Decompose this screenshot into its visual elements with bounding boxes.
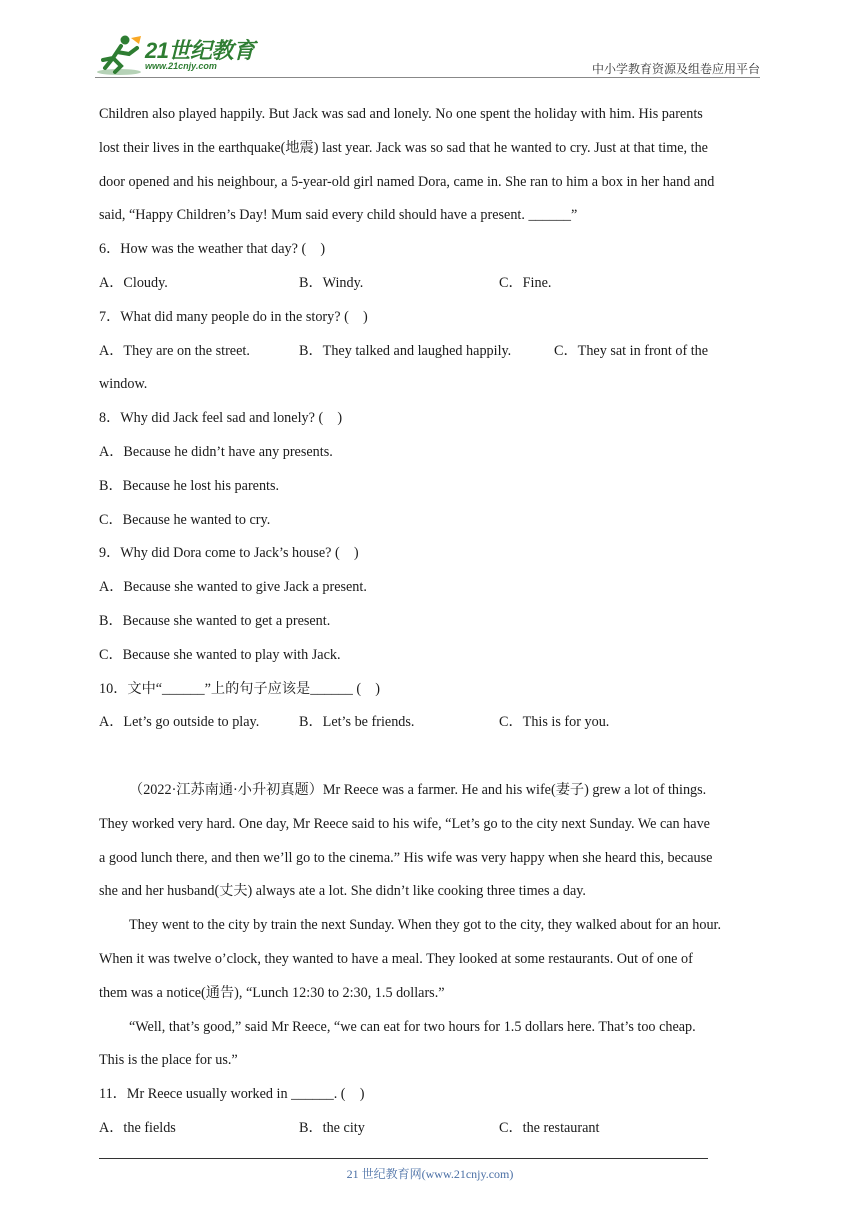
passage-line: This is the place for us.” (99, 1052, 238, 1069)
footer-divider (99, 1158, 708, 1159)
question-7-options (99, 335, 767, 369)
question-7-stem: 7．What did many people do in the story? ( ) (99, 308, 368, 325)
passage-line: “Well, that’s good,” said Mr Reece, “we can eat for two hours for 1.5 dollars here. That’s too cheap. (129, 1018, 696, 1035)
option-b: B．Because he lost his parents. (99, 477, 280, 494)
page-footer: 21 世纪教育网(www.21cnjy.com) (346, 1167, 514, 1181)
question-6-stem: 6．How was the weather that day? ( ) (99, 241, 326, 258)
passage-line: They went to the city by train the next Sunday. When they got to the city, they walked about for an hour. (129, 917, 722, 934)
option-c: C．This is for you. (499, 714, 610, 731)
question-6-options (99, 267, 767, 301)
question-8-stem: 8．Why did Jack feel sad and lonely? ( ) (99, 410, 343, 427)
option-c: C．Because she wanted to play with Jack. (99, 646, 341, 663)
option-a: A．Cloudy. (99, 274, 168, 291)
option-a: A．Because she wanted to give Jack a present. (99, 579, 367, 596)
passage-line: them was a notice(通告), “Lunch 12:30 to 2:30, 1.5 dollars.” (99, 984, 445, 1001)
blank-line (99, 740, 767, 774)
option-a: A．Let’s go outside to play. (99, 714, 260, 731)
option-b: B．the city (299, 1119, 365, 1136)
passage-line: lost their lives in the earthquake(地震) last year. Jack was so sad that he wanted to cry. Just at that time, the (99, 139, 708, 156)
option-c: C．Because he wanted to cry. (99, 511, 271, 528)
passage-line: door opened and his neighbour, a 5-year-old girl named Dora, came in. She ran to him a box in her hand and (99, 173, 715, 190)
option-b: B．They talked and laughed happily. (299, 342, 512, 359)
passage-line: Children also played happily. But Jack was sad and lonely. No one spent the holiday with him. His parents (99, 106, 703, 122)
option-c: C．They sat in front of the (554, 342, 709, 359)
option-b: B．Windy. (299, 274, 364, 291)
option-c: C．the restaurant (499, 1119, 600, 1136)
option-c: C．Fine. (499, 274, 552, 291)
option-a: A．Because he didn’t have any presents. (99, 443, 333, 460)
question-10-stem: 10．文中“______”上的句子应该是______ ( ) (99, 680, 380, 697)
question-10-options (99, 706, 767, 740)
passage-line: said, “Happy Children’s Day! Mum said every child should have a present. ______” (99, 207, 578, 224)
option-c-continuation: window. (99, 376, 148, 393)
passage-line: a good lunch there, and then we’ll go to the cinema.” His wife was very happy when she heard this, because (99, 849, 713, 866)
passage-line: When it was twelve o’clock, they wanted to have a meal. They looked at some restaurants. Out of one of (99, 950, 693, 967)
passage-line: （2022·江苏南通·小升初真题）Mr Reece was a farmer. He and his wife(妻子) grew a lot of things. (129, 781, 707, 798)
question-11-stem: 11．Mr Reece usually worked in ______. ( ) (99, 1086, 365, 1103)
option-b: B．Let’s be friends. (299, 714, 415, 731)
option-b: B．Because she wanted to get a present. (99, 612, 331, 629)
option-a: A．They are on the street. (99, 342, 250, 359)
option-a: A．the fields (99, 1119, 176, 1136)
header-divider (95, 77, 760, 78)
passage-line: They worked very hard. One day, Mr Reece said to his wife, “Let’s go to the city next Sunday. We can have (99, 815, 710, 832)
question-11-options (99, 1112, 767, 1146)
passage-line: she and her husband(丈夫) always ate a lot. She didn’t like cooking three times a day. (99, 883, 586, 900)
question-9-stem: 9．Why did Dora come to Jack’s house? ( ) (99, 545, 359, 562)
page-header (95, 30, 760, 80)
logo-url: www.21cnjy.com (145, 61, 217, 71)
document-body (99, 98, 767, 1146)
logo-text: 21世纪教育 (145, 38, 255, 63)
header-platform-title: 中小学教育资源及组卷应用平台 (591, 62, 760, 76)
